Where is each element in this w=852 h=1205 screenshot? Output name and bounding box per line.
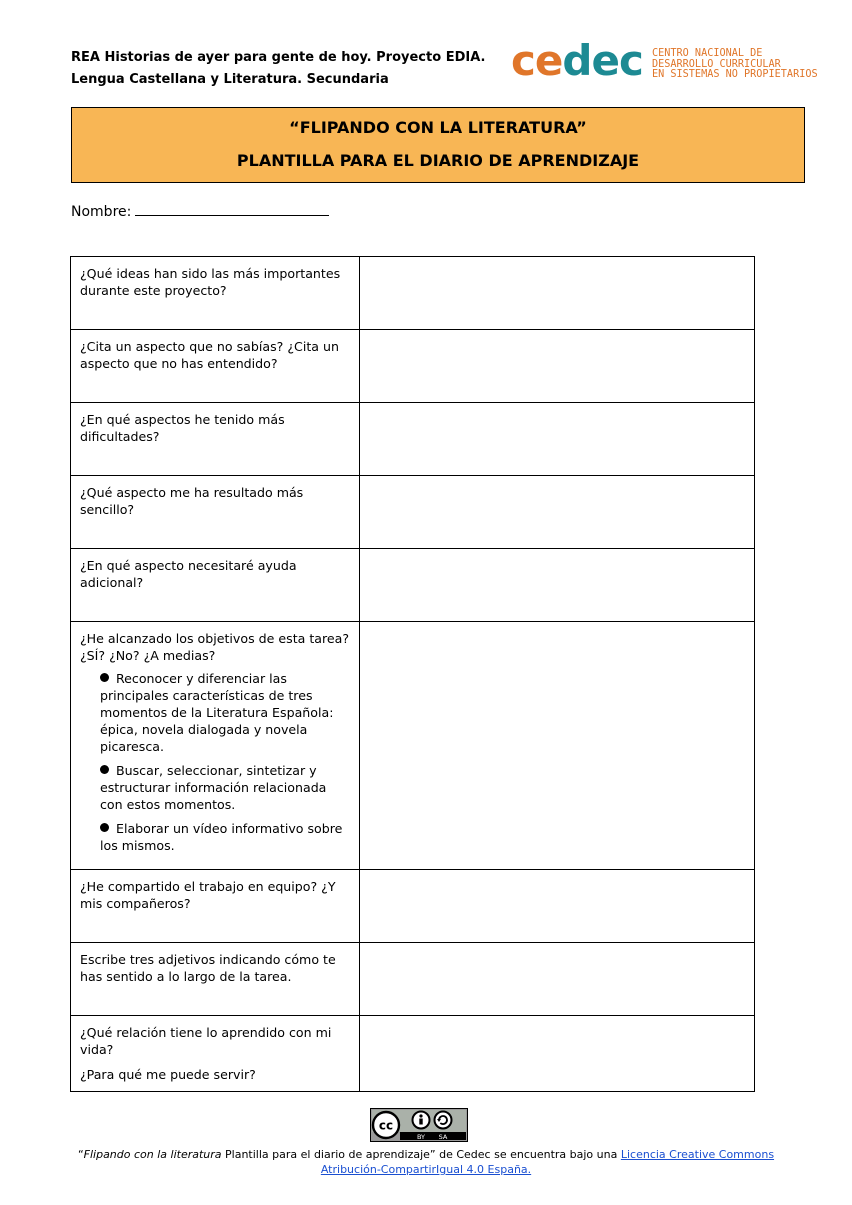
name-field: [71, 201, 329, 220]
document-header: [71, 47, 485, 91]
header-subject-line: Lengua Castellana y Literatura. Secundaria: [71, 72, 389, 87]
table-row: [71, 403, 755, 476]
cc-license-badge[interactable]: [370, 1108, 468, 1142]
table-row: [71, 330, 755, 403]
question-cell: ¿Qué aspecto me ha resultado más sencillo?: [71, 476, 360, 549]
question-cell: ¿Qué relación tiene lo aprendido con mi vida? ¿Para qué me puede servir?: [71, 1016, 360, 1092]
question-cell: ¿He compartido el trabajo en equipo? ¿Y mis compañeros?: [71, 870, 360, 943]
question-cell: ¿En qué aspecto necesitaré ayuda adicional?: [71, 549, 360, 622]
cedec-logo: [511, 36, 818, 86]
footer-title-italic: Flipando con la literatura: [83, 1148, 222, 1161]
svg-text:cc: cc: [378, 1118, 394, 1133]
svg-text:BY: BY: [416, 1133, 426, 1141]
header-project-line: REA Historias de ayer para gente de hoy. Proyecto EDIA.: [71, 50, 486, 65]
list-item: Buscar, seleccionar, sintetizar y estructurar información relacionada con estos momentos.: [100, 763, 327, 812]
question-cell: ¿Cita un aspecto que no sabías? ¿Cita un aspecto que no has entendido?: [71, 330, 360, 403]
list-item: Reconocer y diferenciar las principales características de tres momentos de la Literatura Española: épica, novela dialogada y novela picaresca.: [100, 671, 334, 754]
list-item: Elaborar un vídeo informativo sobre los mismos.: [100, 821, 343, 853]
bullet-icon: [100, 823, 109, 832]
table-row: [71, 1016, 755, 1092]
name-blank-line[interactable]: [135, 201, 329, 216]
answer-cell[interactable]: [360, 622, 755, 870]
name-label: Nombre:: [71, 204, 132, 220]
answer-cell[interactable]: [360, 943, 755, 1016]
answer-cell[interactable]: [360, 476, 755, 549]
answer-cell[interactable]: [360, 1016, 755, 1092]
table-row: [71, 257, 755, 330]
cc-by-sa-icon: [370, 1108, 468, 1142]
answer-cell[interactable]: [360, 330, 755, 403]
question-cell: ¿He alcanzado los objetivos de esta tarea? ¿SÍ? ¿No? ¿A medias? Reconocer y diferenciar las principales características de tres momentos de la Literatura Española: épica, novela dialogada y novela picaresca. Buscar, seleccionar, sintetizar y estructurar información relacionada con estos momentos. Elaborar un vídeo informativo sobre los mismos.: [71, 622, 360, 870]
bullet-icon: [100, 765, 109, 774]
question-cell: ¿En qué aspectos he tenido más dificultades?: [71, 403, 360, 476]
license-footer: “Flipando con la literatura Plantilla para el diario de aprendizaje” de Cedec se encuentra bajo una Licencia Creative Commons Atribución-CompartirIgual 4.0 España.: [77, 1148, 775, 1176]
bullet-icon: [100, 673, 109, 682]
answer-cell[interactable]: [360, 257, 755, 330]
answer-cell[interactable]: [360, 403, 755, 476]
objectives-list: [80, 670, 350, 854]
question-cell: Escribe tres adjetivos indicando cómo te has sentido a lo largo de la tarea.: [71, 943, 360, 1016]
table-row: [71, 622, 755, 870]
title-line-1: “FLIPANDO CON LA LITERATURA”: [289, 118, 587, 137]
svg-text:SA: SA: [438, 1133, 448, 1141]
answer-cell[interactable]: [360, 870, 755, 943]
table-row: [71, 549, 755, 622]
question-cell: ¿Qué ideas han sido las más importantes durante este proyecto?: [71, 257, 360, 330]
cedec-logo-subtitle: CENTRO NACIONAL DE DESARROLLO CURRICULAR EN SISTEMAS NO PROPIETARIOS: [652, 48, 818, 80]
table-row: [71, 476, 755, 549]
license-link[interactable]: Licencia Creative Commons Atribución-CompartirIgual 4.0 España.: [320, 1148, 775, 1176]
diary-table: [70, 256, 755, 1092]
answer-cell[interactable]: [360, 549, 755, 622]
title-banner: [71, 107, 805, 183]
table-row: [71, 870, 755, 943]
table-row: [71, 943, 755, 1016]
title-line-2: PLANTILLA PARA EL DIARIO DE APRENDIZAJE: [236, 151, 640, 170]
cedec-logo-word: cedec: [511, 36, 643, 85]
